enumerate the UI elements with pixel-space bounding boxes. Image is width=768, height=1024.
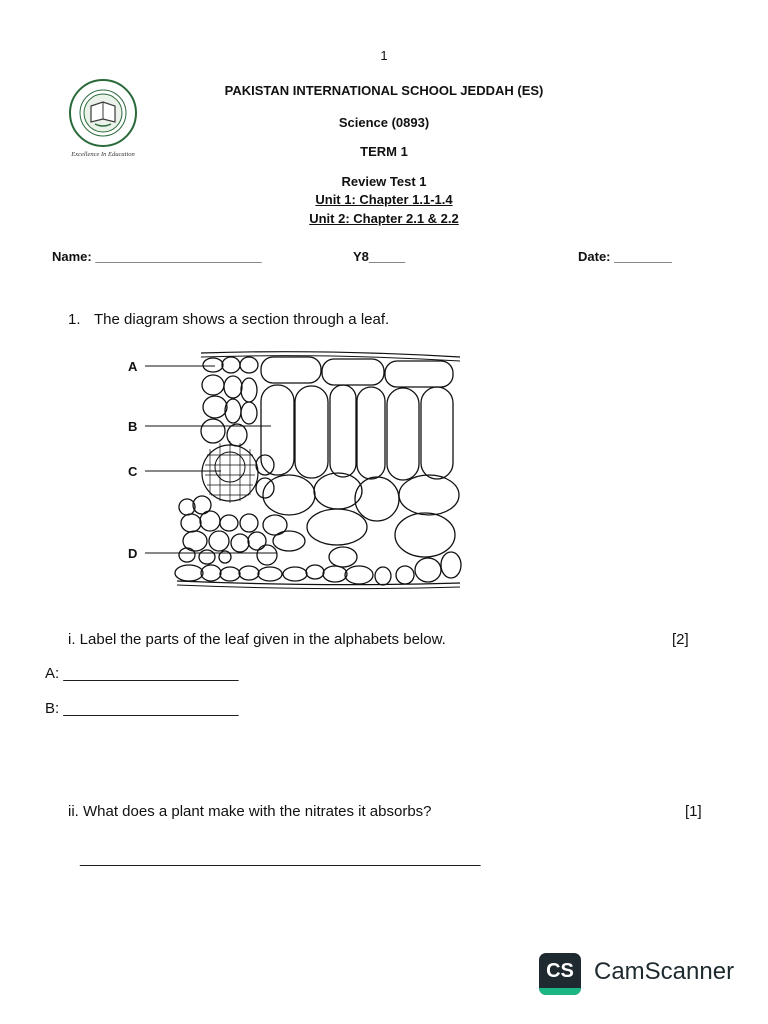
camscanner-logo <box>539 953 581 995</box>
camscanner-logo-text: CS <box>546 959 574 982</box>
part-ii-answer-line[interactable]: ________________________________________________ <box>80 850 481 867</box>
date-field[interactable]: Date: ________ <box>578 249 672 264</box>
part-i-question: i. Label the parts of the leaf given in the alphabets below. <box>68 631 446 648</box>
unit-2: Unit 2: Chapter 2.1 & 2.2 <box>309 211 459 226</box>
unit-1: Unit 1: Chapter 1.1-1.4 <box>315 192 453 207</box>
year-field[interactable]: Y8_____ <box>353 249 406 264</box>
answer-b-field[interactable]: B: _____________________ <box>45 700 239 717</box>
camscanner-text: CamScanner <box>594 958 735 985</box>
label-d: D <box>128 546 138 561</box>
question-text: The diagram shows a section through a leaf. <box>94 311 390 328</box>
part-i-marks: [2] <box>672 631 689 648</box>
label-b: B <box>128 419 138 434</box>
part-ii-marks: [1] <box>685 803 702 820</box>
label-c: C <box>128 464 138 479</box>
test-title: Review Test 1 <box>341 174 427 189</box>
label-a: A <box>128 359 138 374</box>
school-motto: Excellence In Education <box>71 151 135 158</box>
answer-a-field[interactable]: A: _____________________ <box>45 665 239 682</box>
page-number: 1 <box>380 48 388 63</box>
question-number: 1. <box>68 311 81 328</box>
name-field[interactable]: Name: _______________________ <box>52 249 262 264</box>
term: TERM 1 <box>360 144 408 159</box>
school-name: PAKISTAN INTERNATIONAL SCHOOL JEDDAH (ES) <box>224 83 544 98</box>
leaf-section-diagram <box>125 345 470 590</box>
part-ii-question: ii. What does a plant make with the nitrates it absorbs? <box>68 803 432 820</box>
subject: Science (0893) <box>338 115 430 130</box>
